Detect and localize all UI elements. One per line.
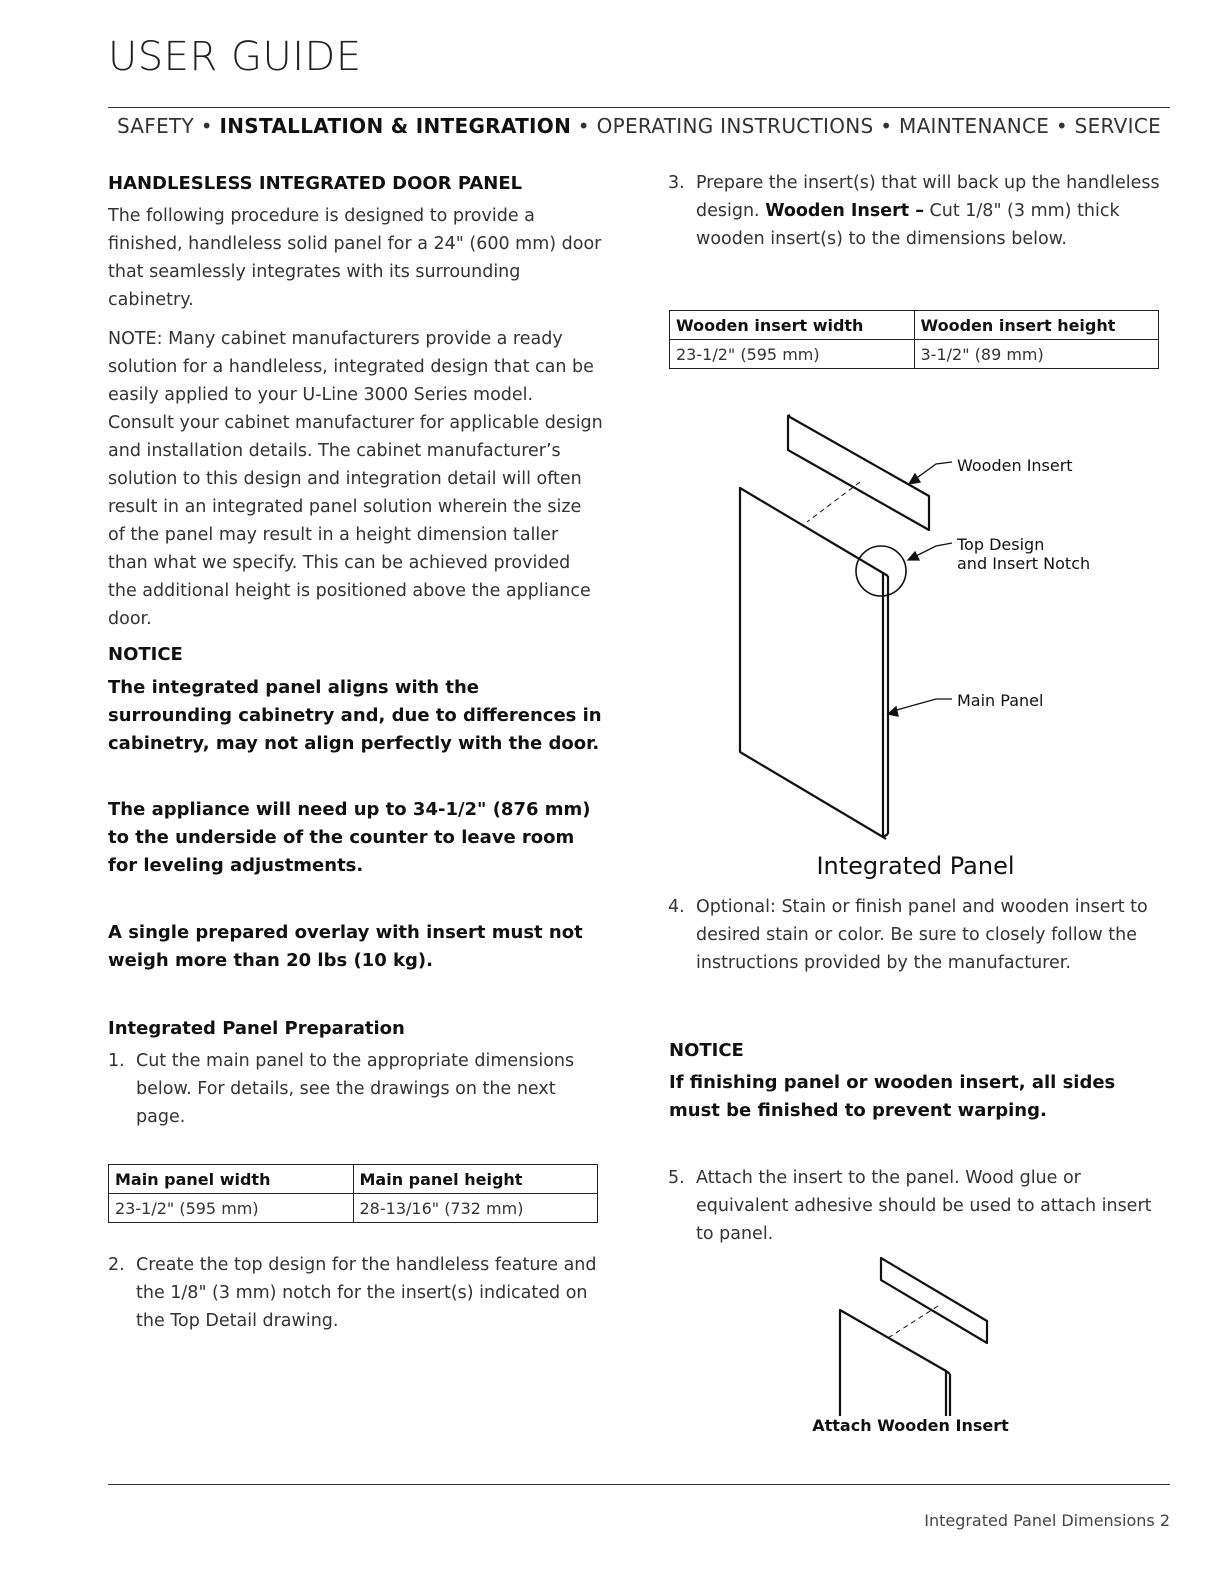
step-4 — [668, 893, 1168, 977]
notice-alignment: The integrated panel aligns with the surrounding cabinetry and, due to differences in cabinetry, may not align perfectly with the door. — [108, 677, 602, 754]
main-panel-table — [108, 1164, 598, 1223]
section-nav — [108, 114, 1170, 138]
step-number: 1. — [108, 1051, 125, 1071]
footer-rule — [108, 1484, 1170, 1485]
step-text: Cut 1/8" (3 mm) thick wooden insert(s) to the dimensions below. — [696, 201, 1120, 249]
diagram-caption: Integrated Panel — [816, 852, 1015, 880]
notice-finishing: If finishing panel or wooden insert, all sides must be finished to prevent warping. — [669, 1072, 1116, 1121]
table-cell: 23-1/2" (595 mm) — [109, 1194, 354, 1223]
table-row — [670, 340, 1159, 369]
step-number: 4. — [668, 897, 685, 917]
header-rule — [108, 107, 1170, 108]
wooden-insert-table — [669, 310, 1159, 369]
alignment-guide — [888, 1306, 938, 1338]
step-number: 2. — [108, 1255, 125, 1275]
section-heading: HANDLESLESS INTEGRATED DOOR PANEL — [108, 173, 523, 194]
nav-separator: • — [577, 114, 590, 138]
step-1 — [108, 1047, 608, 1131]
table-header-cell: Wooden insert height — [914, 311, 1159, 340]
nav-maintenance: MAINTENANCE — [899, 114, 1050, 138]
step-text: Prepare the insert(s) that will back up the handleless design. — [696, 173, 1160, 221]
step-2 — [108, 1251, 608, 1335]
notice-label: NOTICE — [669, 1040, 744, 1061]
nav-safety: SAFETY — [116, 114, 195, 138]
alignment-guide — [807, 482, 860, 522]
table-cell: 28-13/16" (732 mm) — [353, 1194, 598, 1223]
notice-label: NOTICE — [108, 644, 183, 665]
step-number: 5. — [668, 1168, 685, 1188]
table-cell: 3-1/2" (89 mm) — [914, 340, 1159, 369]
prep-heading: Integrated Panel Preparation — [108, 1018, 405, 1039]
attach-insert-diagram — [820, 1250, 1020, 1420]
table-cell: 23-1/2" (595 mm) — [670, 340, 915, 369]
nav-service: SERVICE — [1074, 114, 1162, 138]
label-insert-notch: and Insert Notch — [957, 554, 1091, 573]
step-text: Cut the main panel to the appropriate dimensions below. For details, see the drawings on the next page. — [136, 1051, 575, 1127]
label-top-design: Top Design — [957, 535, 1045, 554]
footer-page-label: Integrated Panel Dimensions 2 — [924, 1511, 1170, 1530]
main-panel-shape — [740, 488, 888, 839]
nav-separator: • — [1055, 114, 1068, 138]
main-panel-shape — [840, 1310, 950, 1416]
step-3 — [668, 169, 1168, 253]
wooden-insert-shape — [788, 415, 929, 530]
diagram-caption: Attach Wooden Insert — [812, 1416, 1009, 1435]
table-row — [109, 1194, 598, 1223]
step-text: Attach the insert to the panel. Wood glue or equivalent adhesive should be used to attach insert to panel. — [696, 1168, 1152, 1244]
nav-separator: • — [200, 114, 213, 138]
label-wooden-insert: Wooden Insert — [957, 456, 1073, 475]
table-header-cell: Main panel width — [109, 1165, 354, 1194]
wooden-insert-shape — [881, 1258, 987, 1343]
integrated-panel-diagram — [700, 400, 1160, 850]
step-bold-text: Wooden Insert – — [765, 201, 924, 221]
step-number: 3. — [668, 173, 685, 193]
note-paragraph: NOTE: Many cabinet manufacturers provide a ready solution for a handleless, integrated design that can be easily applied to your U-Line 3000 Series model. Consult your cabinet manufacturer for applicable design and installation details. The cabinet manufacturer’s solution to this design and integration detail will often result in an integrated panel solution wherein the size of the panel may result in a height dimension taller than what we specify. This can be achieved provided the additional height is positioned above the appliance door. — [108, 329, 603, 629]
step-text: Create the top design for the handleless feature and the 1/8" (3 mm) notch for the insert(s) indicated on the Top Detail drawing. — [136, 1255, 597, 1331]
notice-weight: A single prepared overlay with insert must not weigh more than 20 lbs (10 kg). — [108, 922, 583, 971]
step-5 — [668, 1164, 1168, 1248]
table-header-cell: Main panel height — [353, 1165, 598, 1194]
table-header-cell: Wooden insert width — [670, 311, 915, 340]
label-main-panel: Main Panel — [957, 691, 1044, 710]
intro-paragraph: The following procedure is designed to provide a finished, handleless solid panel for a 24" (600 mm) door that seamlessly integrates with its surrounding cabinetry. — [108, 206, 602, 310]
nav-operating: OPERATING INSTRUCTIONS — [596, 114, 874, 138]
nav-separator: • — [880, 114, 893, 138]
table-header-row — [670, 311, 1159, 340]
notice-counter-height: The appliance will need up to 34-1/2" (876 mm) to the underside of the counter to leave room for leveling adjustments. — [108, 799, 591, 876]
nav-installation: INSTALLATION & INTEGRATION — [219, 114, 572, 138]
page-title: USER GUIDE — [108, 34, 362, 80]
step-text: Optional: Stain or finish panel and wooden insert to desired stain or color. Be sure to closely follow the instructions provided by the manufacturer. — [696, 897, 1148, 973]
table-header-row — [109, 1165, 598, 1194]
